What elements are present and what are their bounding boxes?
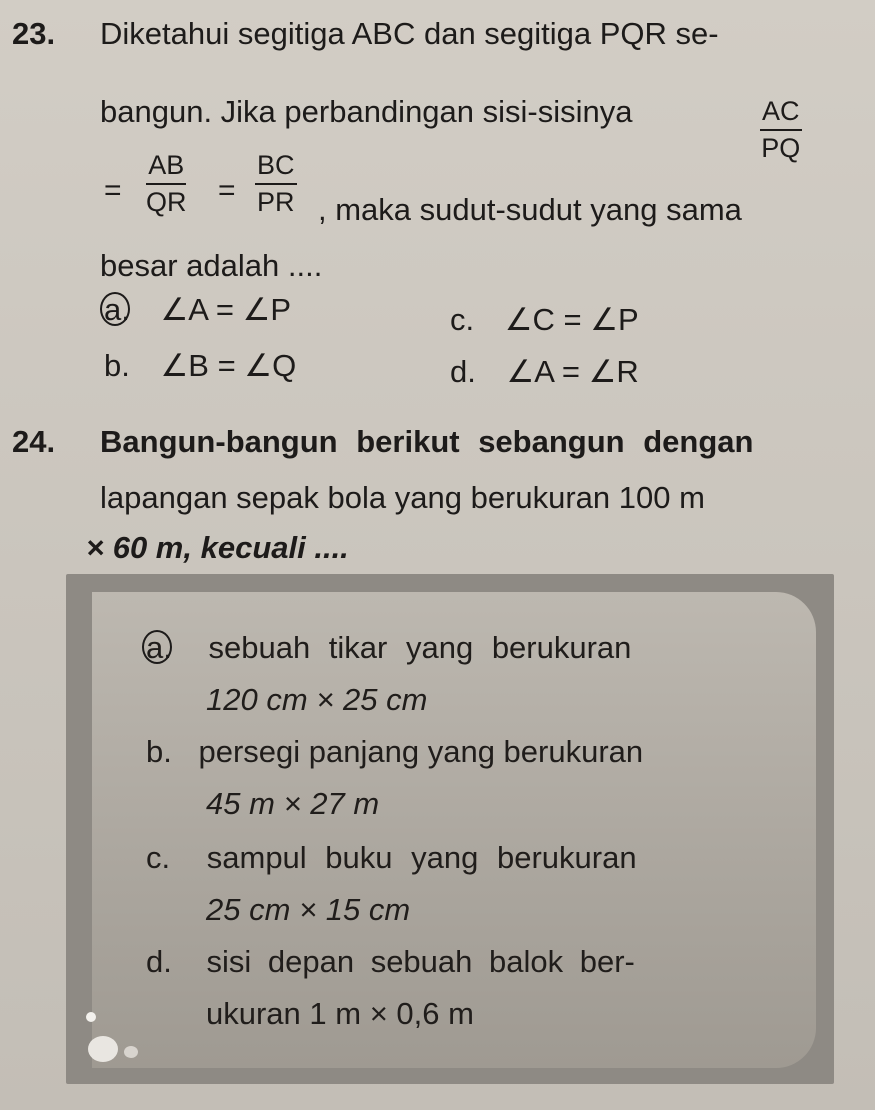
option-23-c[interactable] <box>450 304 639 335</box>
decorative-dot-large <box>88 1036 118 1062</box>
option-23-c-text: ∠C = ∠P <box>504 302 639 337</box>
fraction-ab-qr <box>146 152 187 216</box>
question-23-line-4: besar adalah .... <box>100 248 323 283</box>
fraction-ac-numerator: AC <box>760 98 802 131</box>
option-23-d-letter: d. <box>450 354 476 389</box>
option-24-d-line-1: sisi depan sebuah balok ber- <box>206 944 635 979</box>
option-24-a[interactable] <box>146 632 631 663</box>
fraction-bc-numerator: BC <box>255 152 297 185</box>
equals-sign-2: = <box>218 174 236 207</box>
option-24-c-letter: c. <box>146 840 171 875</box>
decorative-dot-small <box>86 1012 96 1022</box>
option-24-c-line-1: sampul buku yang berukuran <box>206 840 637 875</box>
option-23-b-letter: b. <box>104 348 130 383</box>
decorative-dot-medium <box>124 1046 138 1058</box>
option-24-a-line-1: sebuah tikar yang berukuran <box>208 630 632 665</box>
question-23-line-2: bangun. Jika perbandingan sisi-sisinya <box>100 94 633 129</box>
option-24-a-line-2: 120 cm × 25 cm <box>206 682 428 717</box>
option-23-c-letter: c. <box>450 302 475 337</box>
equals-sign-1: = <box>104 174 122 207</box>
option-24-a-letter: a. <box>146 630 172 665</box>
option-24-d[interactable] <box>146 946 635 977</box>
question-23-line-3-tail: , maka sudut-sudut yang sama <box>318 192 742 227</box>
question-24-line-1: Bangun-bangun berikut sebangun dengan <box>100 424 754 459</box>
option-24-d-letter: d. <box>146 944 172 979</box>
option-24-c[interactable] <box>146 842 637 873</box>
option-23-a[interactable] <box>104 294 291 325</box>
option-23-b[interactable] <box>104 350 296 381</box>
option-24-d-line-2: ukuran 1 m × 0,6 m <box>206 996 474 1031</box>
option-24-b[interactable] <box>146 736 643 767</box>
question-23-line-1: Diketahui segitiga ABC dan segitiga PQR se- <box>100 16 719 51</box>
question-23-number: 23. <box>12 16 56 51</box>
option-24-b-line-2: 45 m × 27 m <box>206 786 380 821</box>
fraction-bc-pr <box>255 152 297 216</box>
option-23-d[interactable] <box>450 356 639 387</box>
fraction-qr-denominator: QR <box>146 187 187 217</box>
question-24-line-3: × 60 m, kecuali .... <box>86 530 349 565</box>
option-23-a-text: ∠A = ∠P <box>160 292 292 327</box>
option-23-b-text: ∠B = ∠Q <box>160 348 297 383</box>
question-24-line-2: lapangan sepak bola yang berukuran 100 m <box>100 480 705 515</box>
option-24-c-line-2: 25 cm × 15 cm <box>206 892 411 927</box>
option-23-d-text: ∠A = ∠R <box>506 354 639 389</box>
fraction-ab-numerator: AB <box>146 152 186 185</box>
option-24-b-letter: b. <box>146 734 172 769</box>
fraction-pq-denominator: PQ <box>761 133 801 163</box>
option-24-b-line-1: persegi panjang yang berukuran <box>198 734 644 769</box>
option-23-a-letter: a. <box>104 292 130 327</box>
fraction-ac-pq <box>760 98 802 162</box>
question-24-number: 24. <box>12 424 56 459</box>
fraction-pr-denominator: PR <box>257 187 295 217</box>
